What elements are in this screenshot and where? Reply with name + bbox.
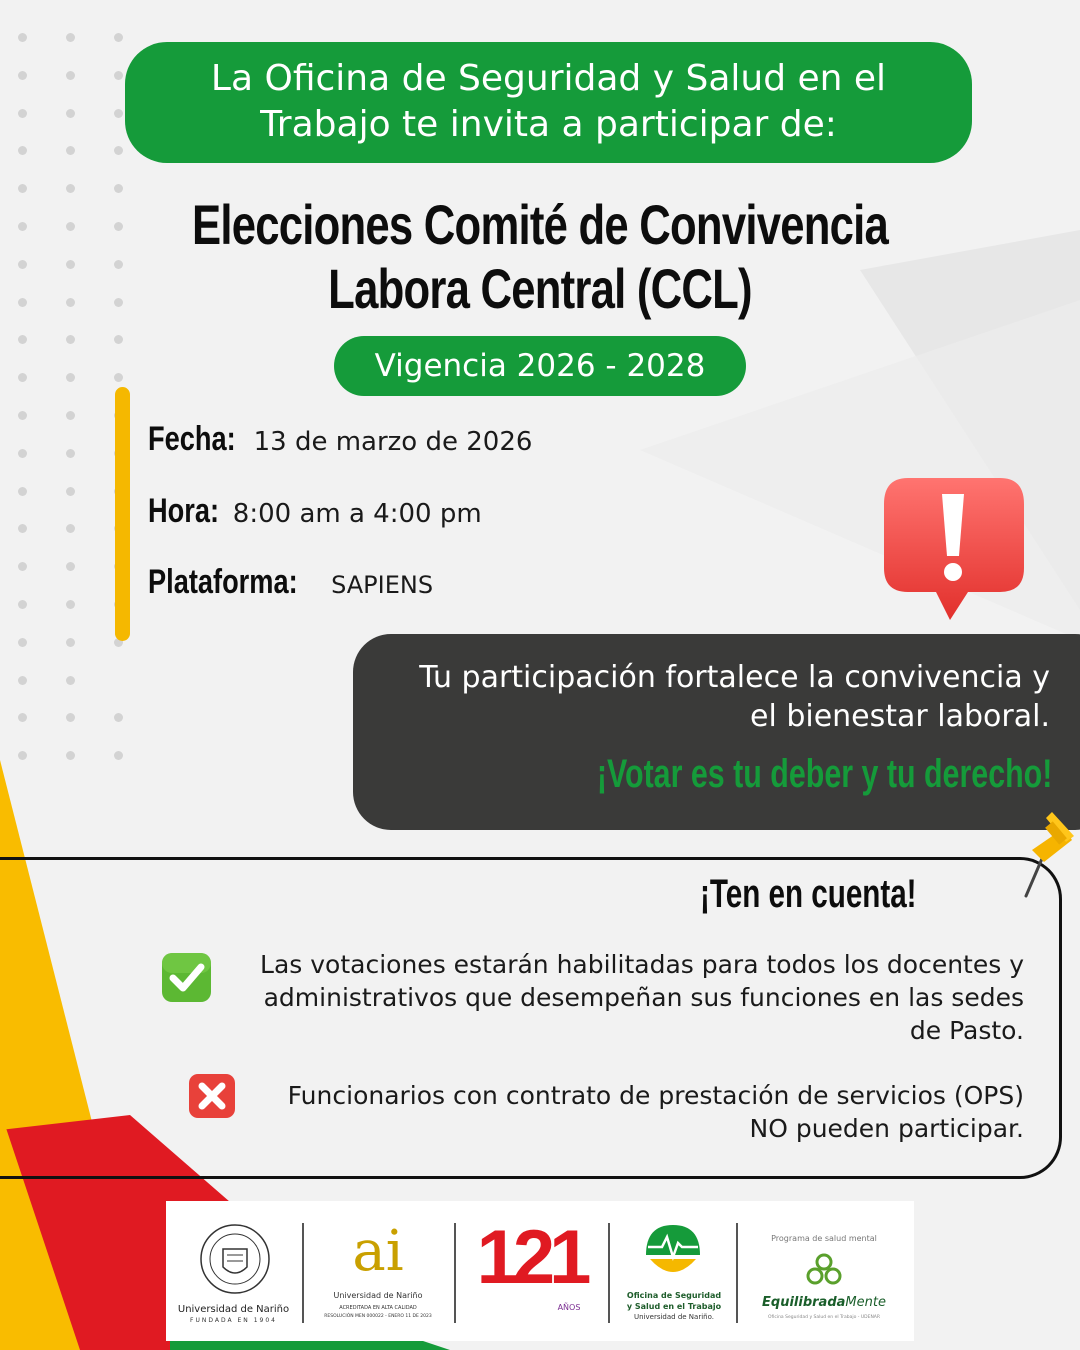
anniversary-number: 121 — [476, 1215, 586, 1300]
dot — [66, 600, 75, 609]
excluded-line-2: NO pueden participar. — [749, 1114, 1024, 1143]
helmet-heartbeat-icon — [638, 1215, 708, 1285]
dot — [18, 33, 27, 42]
event-title-line-2: Labora Central (CCL) — [328, 257, 752, 320]
dot — [66, 260, 75, 269]
message-line-1: Tu participación fortalece la convivencia y — [419, 660, 1050, 695]
dot — [18, 71, 27, 80]
dot — [114, 109, 123, 118]
logo-divider — [736, 1223, 738, 1323]
anniversary-logo — [466, 1201, 596, 1341]
dot — [66, 411, 75, 420]
notes-title: ¡Ten en cuenta! — [700, 872, 917, 916]
dot — [18, 411, 27, 420]
detail-time — [148, 492, 482, 531]
detail-time-value: 8:00 am a 4:00 pm — [232, 499, 482, 529]
allowed-line-3: de Pasto. — [909, 1016, 1024, 1045]
event-title-line-1: Elecciones Comité de Convivencia — [191, 193, 889, 256]
dot — [66, 449, 75, 458]
dot — [114, 260, 123, 269]
dot — [66, 298, 75, 307]
dot — [66, 109, 75, 118]
clover-icon — [804, 1251, 844, 1291]
logo-divider — [608, 1223, 610, 1323]
vote-call-to-action: ¡Votar es tu deber y tu derecho! — [596, 752, 1052, 796]
detail-platform-value: SAPIENS — [331, 571, 434, 599]
udenar-founded: FUNDADA EN 1904 — [190, 1317, 277, 1324]
dot — [18, 298, 27, 307]
dot — [18, 449, 27, 458]
detail-time-label: Hora: — [148, 492, 220, 530]
invitation-line-1: La Oficina de Seguridad y Salud en el — [210, 58, 887, 99]
dot — [66, 33, 75, 42]
equilibradamente-logo — [744, 1201, 904, 1341]
allowed-line-1: Las votaciones estarán habilitadas para todos los docentes y — [260, 950, 1024, 979]
university-seal-icon — [199, 1223, 271, 1295]
ai-letters: ai — [352, 1219, 404, 1284]
ai-accreditation: ACREDITADA EN ALTA CALIDAD — [339, 1305, 417, 1311]
check-icon — [160, 951, 213, 1004]
dot — [18, 222, 27, 231]
detail-platform-label: Plataforma: — [148, 563, 298, 601]
dot — [114, 222, 123, 231]
eq-sub: Oficina Seguridad y Salud en el Trabajo - UDENAR — [767, 1315, 881, 1320]
dot — [66, 222, 75, 231]
dot — [18, 260, 27, 269]
logo-strip — [166, 1201, 914, 1341]
dot — [114, 71, 123, 80]
eq-name-a: Equilibrada — [762, 1295, 846, 1310]
invitation-line-2: Trabajo te invita a participar de: — [260, 104, 837, 145]
pushpin-icon — [1018, 806, 1078, 898]
ossst-line-1: Oficina de Seguridad — [626, 1291, 722, 1300]
eq-program: Programa de salud mental — [771, 1234, 877, 1243]
dot — [18, 600, 27, 609]
eq-name-b: Mente — [845, 1295, 886, 1310]
invitation-banner — [125, 42, 972, 163]
dot — [114, 33, 123, 42]
message-text — [370, 658, 1050, 736]
allowed-line-2: administrativos que desempeñan sus funciones en las sedes — [263, 983, 1024, 1012]
detail-date-value: 13 de marzo de 2026 — [253, 427, 533, 457]
dot — [18, 676, 27, 685]
excluded-line-1: Funcionarios con contrato de prestación de servicios (OPS) — [287, 1081, 1024, 1110]
dot — [18, 487, 27, 496]
udenar-logo — [166, 1201, 301, 1341]
detail-platform — [148, 563, 433, 602]
dot — [66, 487, 75, 496]
dot — [18, 109, 27, 118]
detail-date-label: Fecha: — [148, 420, 236, 458]
ai-resolution: RESOLUCIÓN MEN 000022 - ENERO 11 DE 2023 — [324, 1314, 432, 1319]
eq-name — [744, 1295, 904, 1310]
ossst-logo — [614, 1201, 734, 1341]
validity-badge: Vigencia 2026 - 2028 — [334, 336, 746, 396]
accent-bar — [115, 387, 130, 641]
detail-date — [148, 420, 532, 459]
cross-icon — [187, 1072, 237, 1120]
alert-icon — [878, 472, 1030, 624]
message-line-2: el bienestar laboral. — [750, 699, 1050, 734]
dot — [18, 638, 27, 647]
ai-university: Universidad de Nariño — [333, 1291, 423, 1300]
dot — [66, 676, 75, 685]
event-title — [189, 193, 891, 321]
logo-divider — [454, 1223, 456, 1323]
dot — [66, 71, 75, 80]
dot — [114, 298, 123, 307]
dot — [66, 638, 75, 647]
ossst-line-2: y Salud en el Trabajo — [626, 1302, 722, 1311]
anniversary-word: AÑOS — [557, 1303, 581, 1312]
udenar-name: Universidad de Nariño — [177, 1304, 290, 1315]
ossst-line-3: Universidad de Nariño. — [634, 1313, 714, 1321]
logo-divider — [302, 1223, 304, 1323]
accreditation-logo — [308, 1201, 448, 1341]
